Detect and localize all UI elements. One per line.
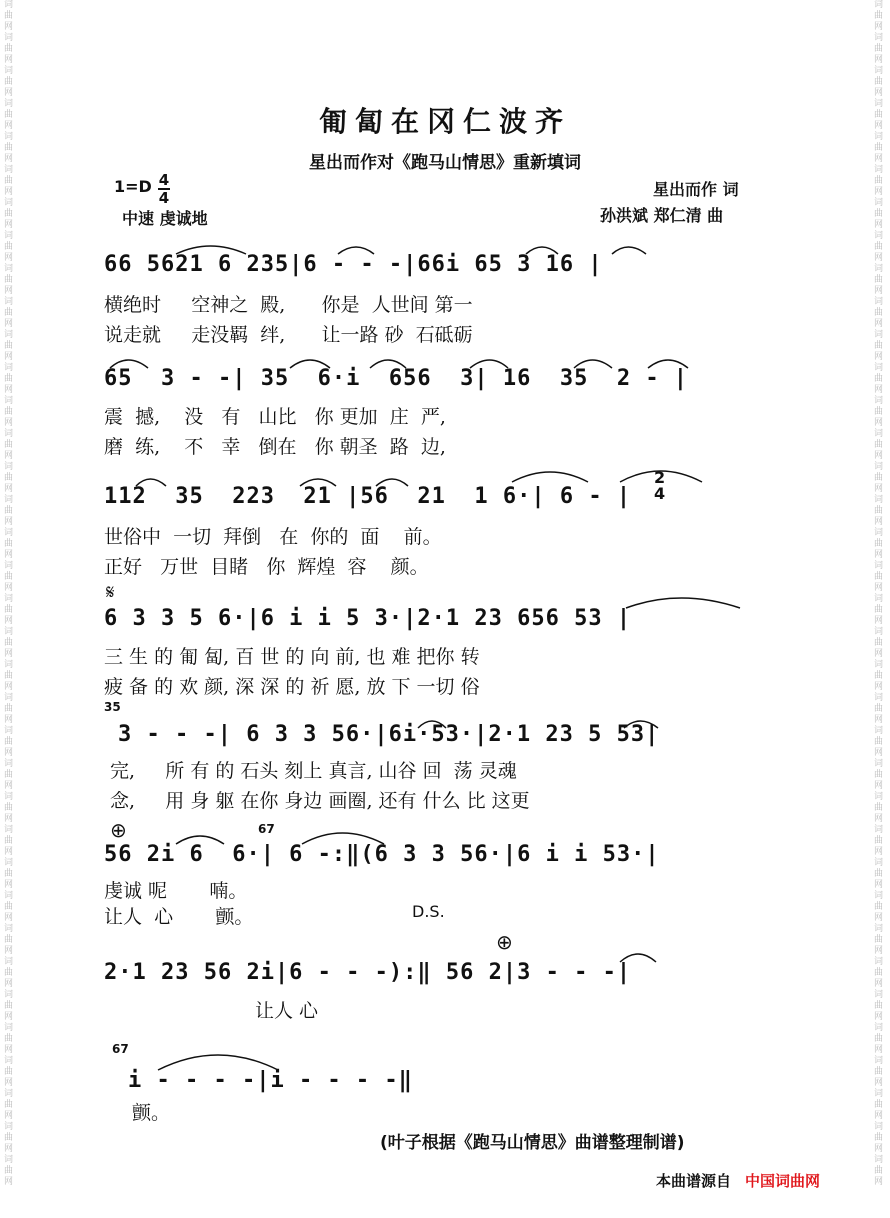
score-notes-line-2: 65 3 - -| 35 6·i 656 3| 16 35 2 - | bbox=[104, 366, 689, 391]
score-notes-line-6: 56 2i 6 6·| 6 -:‖(6 3 3 56·|6 i i 53·| bbox=[104, 842, 660, 867]
time-signature bbox=[158, 173, 170, 205]
watermark-left: 词曲网词曲网词曲网词曲网词曲网词曲网词曲网词曲网词曲网词曲网词曲网词曲网词曲网词曲网词曲网词曲网词曲网词曲网词曲网词曲网词曲网词曲网词曲网词曲网词曲网词曲网词曲网词曲网词曲网词曲网词曲网词曲网词曲网词曲网词曲网词曲网 bbox=[4, 0, 14, 1187]
score-notes-line-1: 66 5621 6 235|6 - - -|66i 65 3 16 | bbox=[104, 252, 603, 277]
lyrics-line-3-verse-2: 正好 万世 目睹 你 辉煌 容 颜。 bbox=[104, 556, 429, 578]
source-label: 本曲谱源自 bbox=[656, 1172, 732, 1190]
source-site-link[interactable]: 中国词曲网 bbox=[745, 1172, 821, 1190]
key-signature: 1=D bbox=[114, 177, 152, 196]
time-change-2-4 bbox=[654, 470, 665, 502]
time-change-bottom: 4 bbox=[654, 484, 666, 503]
lyrics-line-4-verse-2: 疲 备 的 欢 颜, 深 深 的 祈 愿, 放 下 一切 俗 bbox=[104, 676, 480, 698]
coda-sign-1: ⊕ bbox=[110, 818, 127, 842]
page-subtitle: 星出而作对《跑马山情思》重新填词 bbox=[309, 153, 581, 173]
lyrics-line-7: 让人 心 bbox=[104, 1000, 319, 1022]
score-notes-line-3: 112 35 223 21 |56 21 1 6·| 6 - | bbox=[104, 484, 632, 509]
dal-segno-mark: D.S. bbox=[412, 902, 445, 921]
composer-credit: 孙洪斌 郑仁清 曲 bbox=[600, 206, 724, 225]
lyricist-credit: 星出而作 词 bbox=[653, 180, 739, 199]
lyrics-line-5-verse-1: 完, 所 有 的 石头 刻上 真言, 山谷 回 荡 灵魂 bbox=[104, 760, 517, 782]
time-change-top: 2 bbox=[654, 468, 666, 487]
lyrics-line-2-verse-1: 震 撼, 没 有 山比 你 更加 庄 严, bbox=[104, 406, 446, 428]
score-notes-line-4: 6 3 3 5 6·|6 i i 5 3·|2·1 23 656 53 | bbox=[104, 606, 632, 631]
score-notes-line-5: 3 - - -| 6 3 3 56·|6i·53·|2·1 23 5 53| bbox=[118, 722, 660, 747]
lyrics-line-6-verse-1: 虔诚 呢 喃。 bbox=[104, 880, 248, 902]
lyrics-line-8: 颤。 bbox=[132, 1102, 171, 1124]
time-signature-top: 4 bbox=[158, 171, 170, 189]
lyrics-line-1-verse-1: 横绝时 空神之 殿, 你是 人世间 第一 bbox=[104, 294, 473, 316]
tempo-marking: 中速 虔诚地 bbox=[122, 209, 208, 228]
lyrics-line-1-verse-2: 说走就 走没羁 绊, 让一路 砂 石砥砺 bbox=[104, 324, 473, 346]
volta-prefix-2: 67 bbox=[258, 822, 275, 836]
lyrics-line-3-verse-1: 世俗中 一切 拜倒 在 你的 面 前。 bbox=[104, 526, 442, 548]
lyrics-line-4-verse-1: 三 生 的 匍 匐, 百 世 的 向 前, 也 难 把你 转 bbox=[104, 646, 480, 668]
score-notes-line-7: 2·1 23 56 2i|6 - - -):‖ 56 2|3 - - -| bbox=[104, 960, 632, 985]
volta-prefix-1: 35 bbox=[104, 700, 121, 714]
source-line bbox=[656, 1170, 820, 1191]
page-title: 匍匐在冈仁波齐 bbox=[318, 105, 571, 138]
time-signature-bottom: 4 bbox=[158, 189, 170, 207]
arranger-credit: (叶子根据《跑马山情思》曲谱整理制谱) bbox=[380, 1133, 685, 1153]
watermark-right: 词曲网词曲网词曲网词曲网词曲网词曲网词曲网词曲网词曲网词曲网词曲网词曲网词曲网词曲网词曲网词曲网词曲网词曲网词曲网词曲网词曲网词曲网词曲网词曲网词曲网词曲网词曲网词曲网词曲网词曲网词曲网词曲网词曲网词曲网词曲网词曲网 bbox=[874, 0, 884, 1187]
lyrics-line-5-verse-2: 念, 用 身 躯 在你 身边 画圈, 还有 什么 比 这更 bbox=[104, 790, 530, 812]
lyrics-line-2-verse-2: 磨 练, 不 幸 倒在 你 朝圣 路 边, bbox=[104, 436, 446, 458]
volta-prefix-3: 67 bbox=[112, 1042, 129, 1056]
coda-sign-2: ⊕ bbox=[496, 930, 513, 954]
score-notes-line-8: i - - - -|i - - - -‖ bbox=[128, 1068, 413, 1093]
segno-sign: 𝄋 bbox=[106, 580, 115, 604]
lyrics-line-6-verse-2: 让人 心 颤。 bbox=[104, 906, 254, 928]
